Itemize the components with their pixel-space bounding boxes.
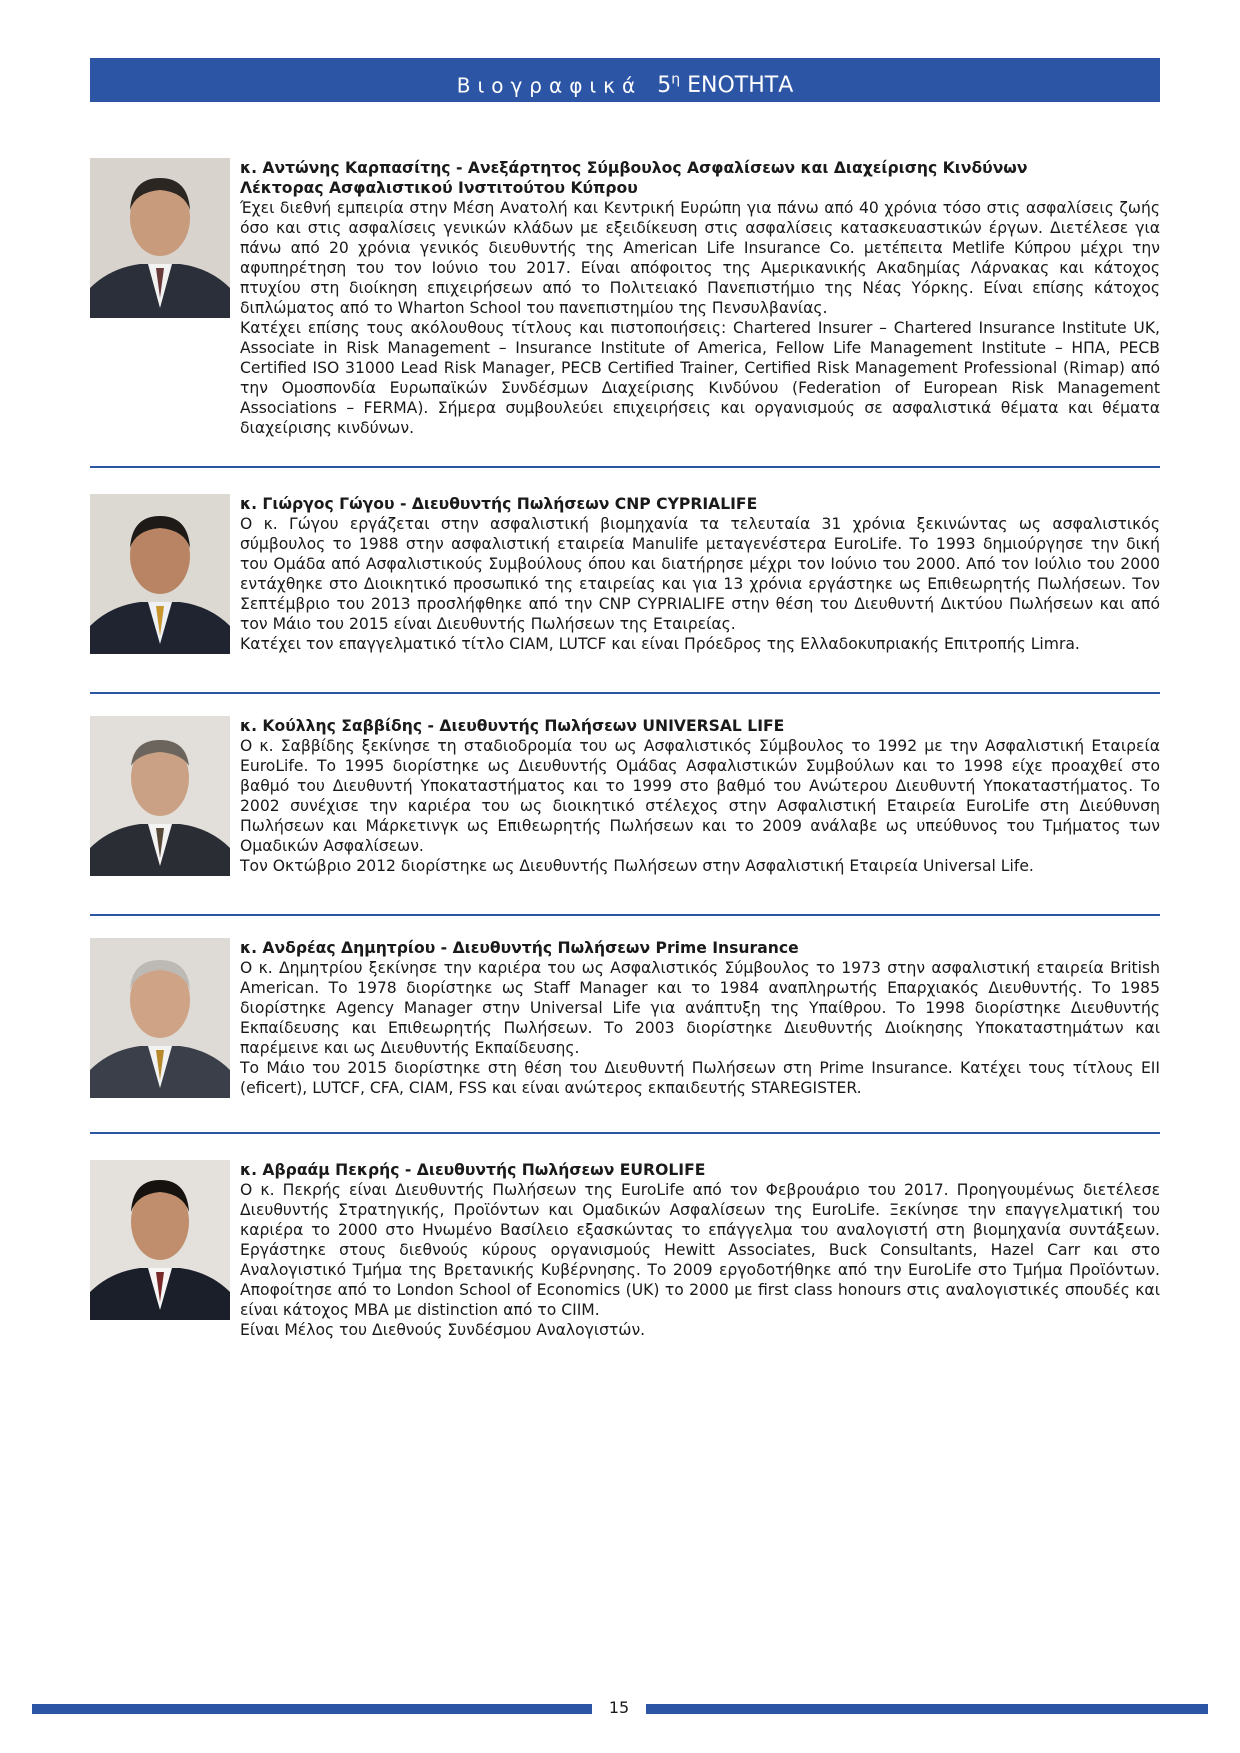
person-silhouette-icon: [90, 1160, 230, 1320]
person-silhouette-icon: [90, 938, 230, 1098]
person-silhouette-icon: [90, 158, 230, 318]
bio-name: κ. Κούλλης Σαββίδης - Διευθυντής Πωλήσεων UNIVERSAL LIFE: [240, 717, 785, 735]
page-number: 15: [608, 1698, 630, 1717]
footer-bar-right: [646, 1704, 1208, 1714]
section-header: [90, 58, 1160, 102]
bio-paragraph: Τον Οκτώβριο 2012 διορίστηκε ως Διευθυντής Πωλήσεων στην Ασφαλιστική Εταιρεία Universal Life.: [240, 857, 1034, 875]
bio-text: [240, 494, 1160, 654]
divider: [90, 466, 1160, 468]
divider: [90, 692, 1160, 694]
bio-paragraph: Ο κ. Γώγου εργάζεται στην ασφαλιστική βιομηχανία τα τελευταία 31 χρόνια ξεκινώντας ως ασφαλιστικός σύμβουλος το 1988 στην ασφαλιστική εταιρεία Manulife μεταγενέστερα EuroLife. Το 1993 δημιούργησε την δική του Ομάδα από Ασφαλιστικούς Συμβούλους όπου και διατήρησε μέχρι τον Ιούνιο του 2000. Από τον Ιούλιο του 2000 εντάχθηκε στο Διοικητικό προσωπικό της εταιρείας και για 13 χρόνια εργάστηκε ως Επιθεωρητής Πωλήσεων. Τον Σεπτέμβριο του 2013 προσλήφθηκε από την CNP CYPRIALIFE στην θέση του Διευθυντή Δικτύου Πωλήσεων και από τον Μάιο του 2015 είναι Διευθυντής Πωλήσεων της Εταιρείας.: [240, 515, 1160, 633]
header-title: Βιογραφικά: [456, 73, 643, 98]
bio-text: [240, 1160, 1160, 1340]
bio-name: κ. Αβραάμ Πεκρής - Διευθυντής Πωλήσεων EUROLIFE: [240, 1161, 706, 1179]
bio-text: [240, 716, 1160, 876]
bio-paragraph: Κατέχει επίσης τους ακόλουθους τίτλους και πιστοποιήσεις: Chartered Insurer – Chartered Insurance Institute UK, Associate in Risk Management – Insurance Institute of America, Fellow Life Management Institute – ΗΠΑ, PECB Certified ISO 31000 Lead Risk Manager, PECB Certified Trainer, Certified Risk Management Professional (Rimap) από την Ομοσπονδία Ευρωπαϊκών Συνδέσμων Διαχείρισης Κινδύνου (Federation of European Risk Management Associations – FERMA). Σήμερα συμβουλεύει επιχειρήσεις και οργανισμούς σε ασφαλιστικά θέματα και θέματα διαχείρισης κινδύνων.: [240, 319, 1160, 437]
portrait-photo: [90, 158, 230, 318]
bio-paragraph: Κατέχει τον επαγγελματικό τίτλο CIAM, LUTCF και είναι Πρόεδρος της Ελλαδοκυπριακής Επιτροπής Limra.: [240, 635, 1080, 653]
portrait-photo: [90, 494, 230, 654]
bio-paragraph: Ο κ. Πεκρής είναι Διευθυντής Πωλήσεων της EuroLife από τον Φεβρουάριο του 2017. Προηγουμένως διετέλεσε Διευθυντής Στρατηγικής, Προϊόντων και Ομαδικών Ασφαλίσεων της EuroLife. Ξεκίνησε την επαγγελματική του καριέρα το 2000 στο Ηνωμένο Βασίλειο εξασκώντας το επάγγελμα του αναλογιστή στη βιομηχανία συντάξεων. Εργάστηκε στους διεθνούς κύρους οργανισμούς Hewitt Associates, Buck Consultants, Hazel Carr και στο Αναλογιστικό Τμήμα της Βρετανικής Κυβέρνησης. Το 2009 εργοδοτήθηκε από την EuroLife στο Τμήμα Προϊόντων. Αποφοίτησε από το London School of Economics (UK) το 2000 με first class honours στις αναλογιστικές σπουδές και είναι κάτοχος MBA με distinction από το CIIM.: [240, 1181, 1160, 1319]
divider: [90, 914, 1160, 916]
portrait-photo: [90, 716, 230, 876]
bio-paragraph: Ο κ. Δημητρίου ξεκίνησε την καριέρα του ως Ασφαλιστικός Σύμβουλος το 1973 στην ασφαλιστική εταιρεία British American. Το 1978 διορίστηκε ως Staff Manager και το 1984 αναπληρωτής Επαρχιακός Διευθυντής. Το 1985 διορίστηκε Agency Manager στην Universal Life για ανάπτυξη της Υπαίθρου. Το 1998 διορίστηκε Διευθυντής Εκπαίδευσης και Επιθεωρητής Πωλήσεων. Το 2003 διορίστηκε Διευθυντής Διοίκησης Υποκαταστημάτων και παρέμεινε και ως Διευθυντής Εκπαίδευσης.: [240, 959, 1160, 1057]
bio-name: κ. Γιώργος Γώγου - Διευθυντής Πωλήσεων CNP CYPRIALIFE: [240, 495, 758, 513]
header-section: [657, 73, 793, 98]
section-label: ΕΝΟΤΗΤΑ: [687, 73, 794, 99]
bio-paragraph: Ο κ. Σαββίδης ξεκίνησε τη σταδιοδρομία του ως Ασφαλιστικός Σύμβουλος το 1992 με την Ασφαλιστική Εταιρεία EuroLife. Το 1995 διορίστηκε ως Διευθυντής Ομάδας Ασφαλιστικών Συμβούλων και το 1998 είχε προαχθεί στο βαθμό του Διευθυντή Υποκαταστήματος και το 1999 στο βαθμό του Ανώτερου Διευθυντή Υποκαταστήματος. Το 2002 συνέχισε την καριέρα του ως διοικητικό στέλεχος στην Ασφαλιστική Εταιρεία EuroLife στη Διεύθυνση Πωλήσεων και Μάρκετινγκ ως Επιθεωρητής Πωλήσεων και το 2009 ανάλαβε ως υπεύθυνος του Τμήματος των Ομαδικών Ασφαλίσεων.: [240, 737, 1160, 855]
portrait-photo: [90, 938, 230, 1098]
portrait-photo: [90, 1160, 230, 1320]
divider: [90, 1132, 1160, 1134]
person-silhouette-icon: [90, 494, 230, 654]
bio-paragraph: Έχει διεθνή εμπειρία στην Μέση Ανατολή και Κεντρική Ευρώπη για πάνω από 40 χρόνια τόσο στις ασφαλίσεις ζωής όσο και στις ασφαλίσεις γενικών κλάδων με εξειδίκευση στις ασφαλίσεις κατασκευαστικών έργων. Διετέλεσε για πάνω από 20 χρόνια γενικός διευθυντής της American Life Insurance Co. μετέπειτα Metlife Κύπρου μέχρι την αφυπηρέτηση του τον Ιούνιο του 2017. Είναι απόφοιτος της Αμερικανικής Ακαδημίας Λάρνακας και κάτοχος πτυχίου στη διοίκηση επιχειρήσεων από το Πολιτειακό Πανεπιστήμιο της Νέας Υόρκης. Είναι επίσης κάτοχος διπλώματος από το Wharton School του πανεπιστημίου της Πενσυλβανίας.: [240, 199, 1160, 317]
section-number: 5: [657, 73, 672, 99]
bio-name: κ. Ανδρέας Δημητρίου - Διευθυντής Πωλήσεων Prime Insurance: [240, 939, 799, 957]
bio-paragraph: Το Μάιο του 2015 διορίστηκε στη θέση του Διευθυντή Πωλήσεων στη Prime Insurance. Κατέχει τους τίτλους EII (eficert), LUTCF, CFA, CIAM, FSS και είναι ανώτερος εκπαιδευτής STAREGISTER.: [240, 1059, 1160, 1097]
section-suffix: η: [671, 72, 681, 88]
bio-title-line: Λέκτορας Ασφαλιστικού Ινστιτούτου Κύπρου: [240, 179, 638, 197]
bio-paragraph: Είναι Μέλος του Διεθνούς Συνδέσμου Αναλογιστών.: [240, 1321, 646, 1339]
bio-text: [240, 938, 1160, 1098]
footer-bar-left: [32, 1704, 592, 1714]
person-silhouette-icon: [90, 716, 230, 876]
bio-name: κ. Αντώνης Καρπασίτης - Ανεξάρτητος Σύμβουλος Ασφαλίσεων και Διαχείρισης Κινδύνων: [240, 159, 1028, 177]
bio-text: [240, 158, 1160, 438]
